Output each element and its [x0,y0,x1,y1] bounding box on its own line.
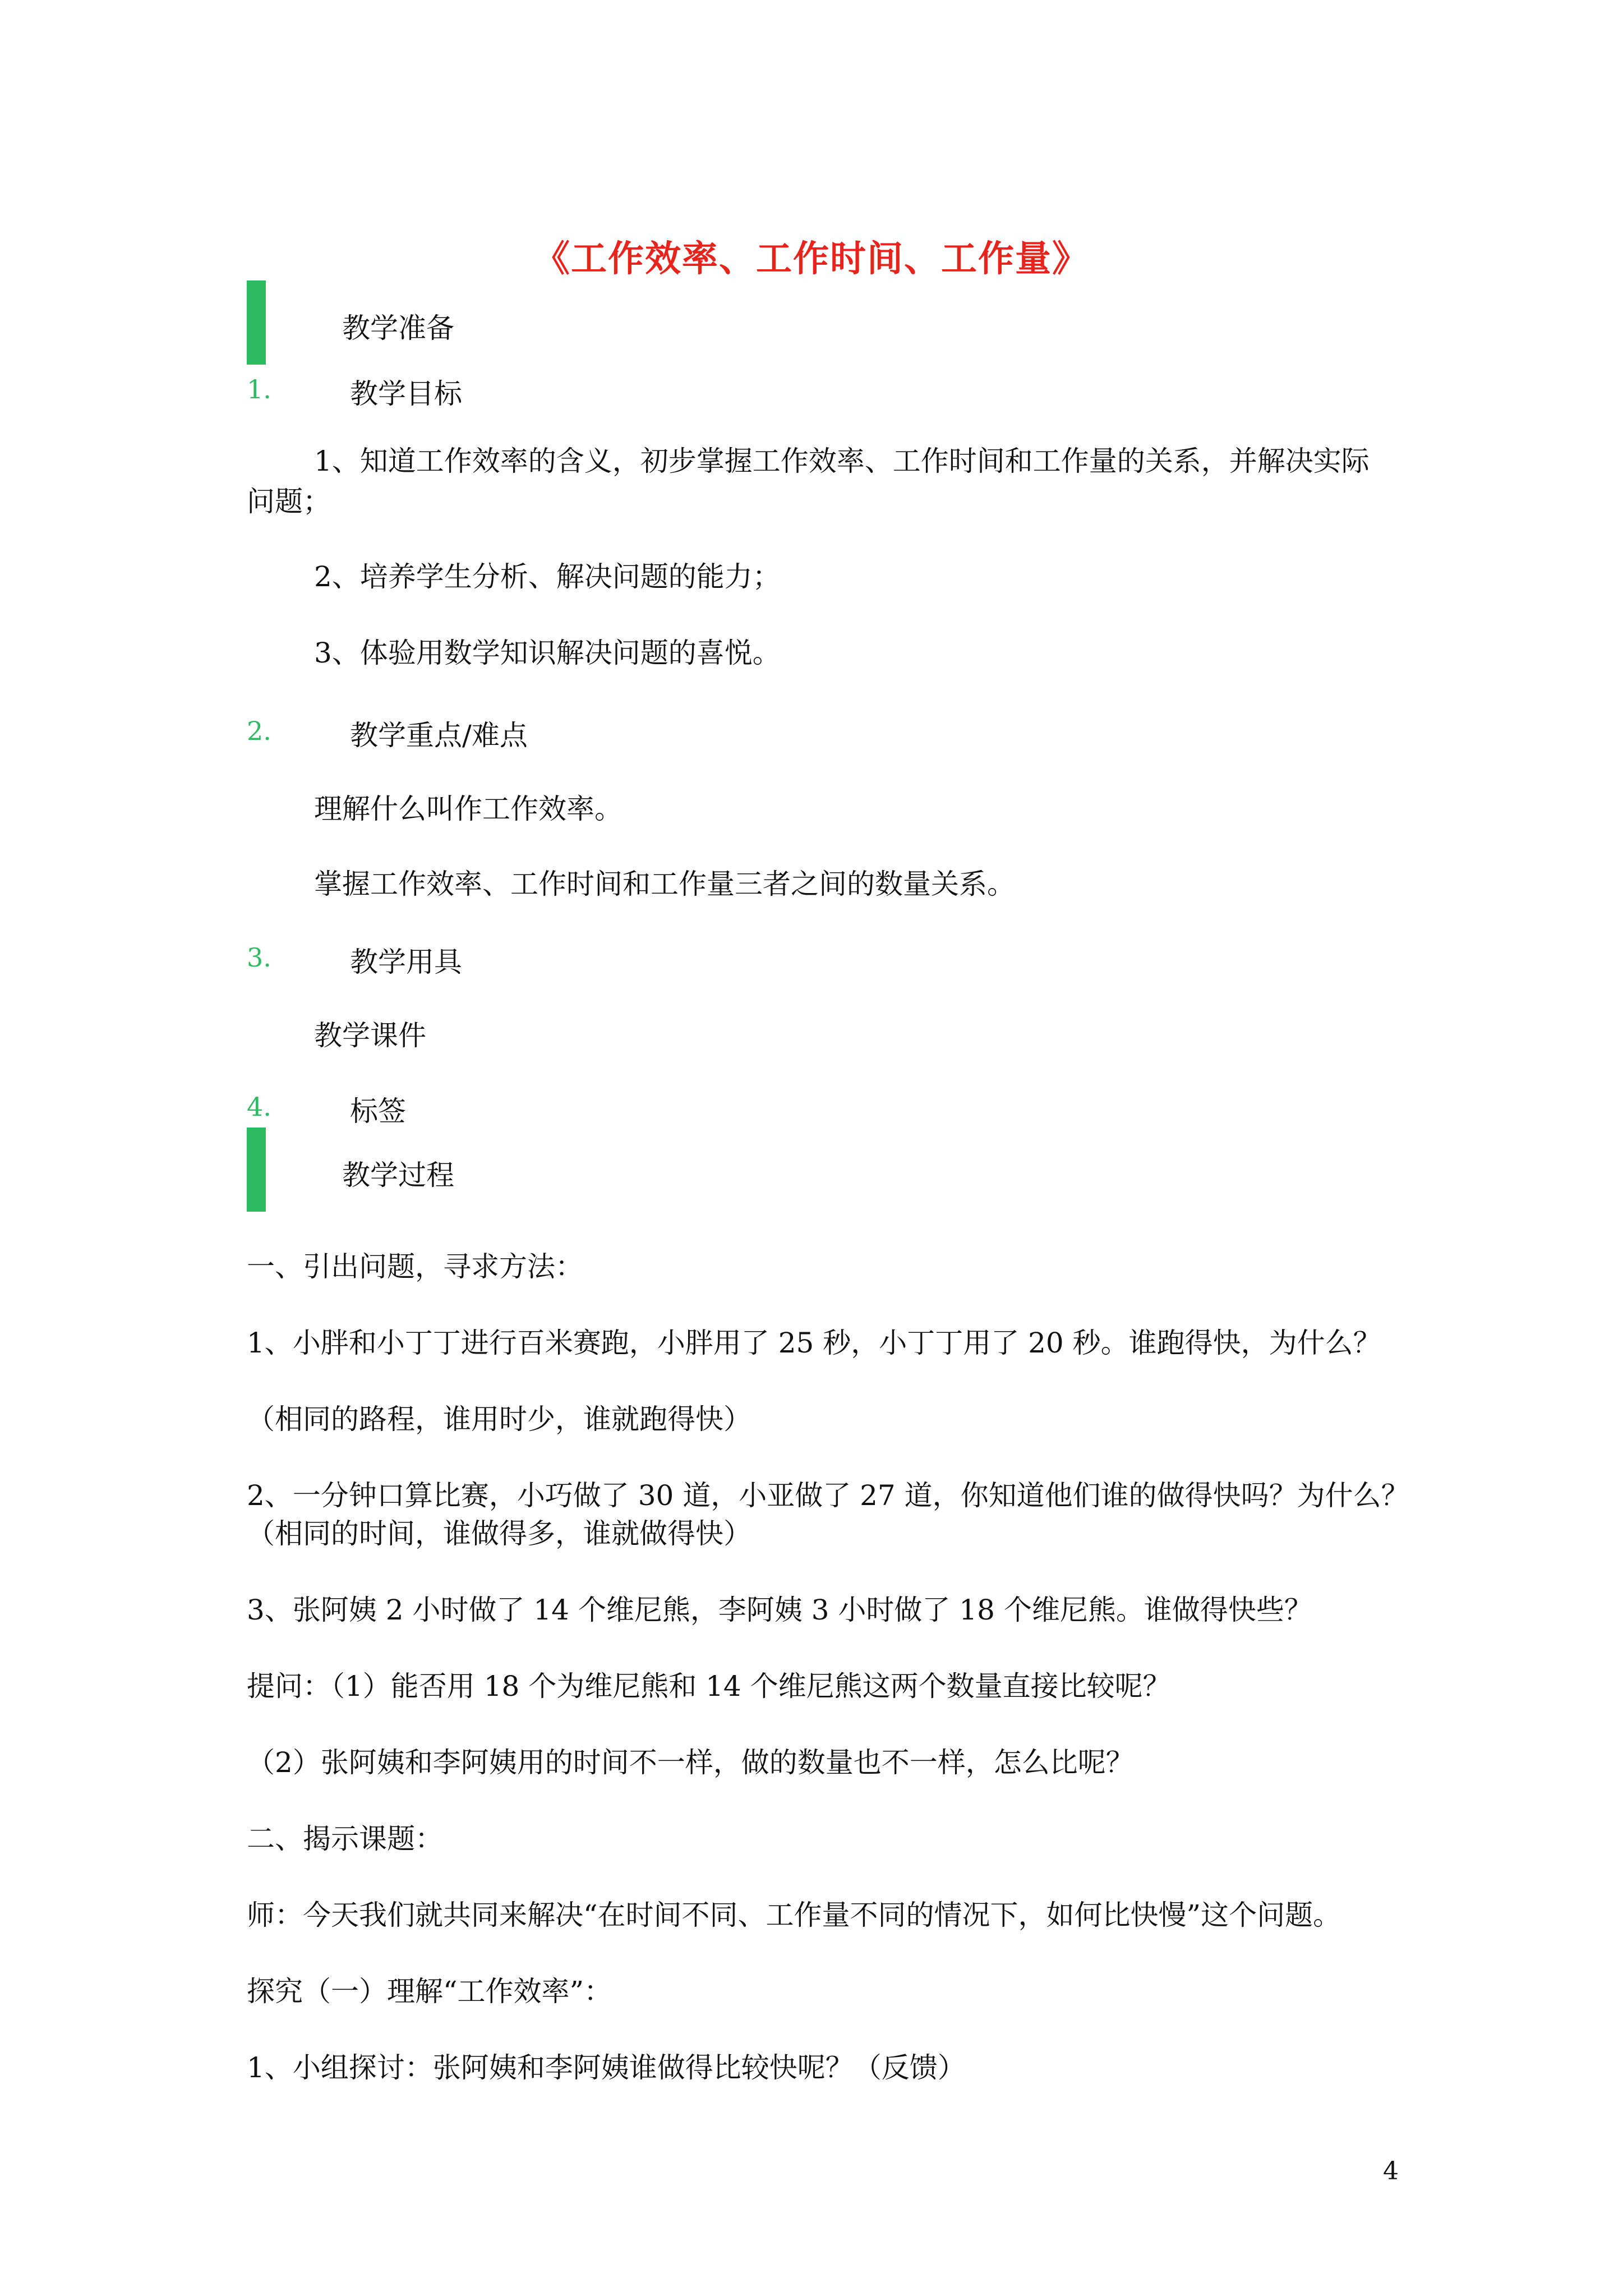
process-line-4: 2、一分钟口算比赛，小巧做了 30 道，小亚做了 27 道，你知道他们谁的做得快吗？为什么？ [247,1479,1409,1512]
section-bar-process [247,1128,266,1212]
process-line-8: （2）张阿姨和李阿姨用的时间不一样，做的数量也不一样，怎么比呢？ [247,1746,1134,1779]
objective-2: 2、培养学生分析、解决问题的能力； [314,560,781,593]
page-number: 4 [1383,2157,1399,2185]
process-line-2: 1、小胖和小丁丁进行百米赛跑，小胖用了 25 秒，小丁丁用了 20 秒。谁跑得快，为什么？ [247,1327,1381,1359]
key-point-1: 理解什么叫作工作效率。 [314,793,623,825]
process-line-12: 1、小组探讨：张阿姨和李阿姨谁做得比较快呢？（反馈） [247,2051,966,2084]
item-number-3: 3. [247,942,271,973]
section-heading-process: 教学过程 [342,1159,454,1191]
process-line-3: （相同的路程，谁用时少，谁就跑得快） [247,1403,751,1435]
process-line-11: 探究（一）理解“工作效率”： [247,1975,612,2008]
process-line-10: 师：今天我们就共同来解决“在时间不同、工作量不同的情况下，如何比快慢”这个问题。 [247,1899,1341,1931]
item-label-key-points: 教学重点/难点 [350,719,528,752]
section-heading-preparation: 教学准备 [342,312,454,344]
process-line-9: 二、揭示课题： [247,1823,443,1855]
tools-text: 教学课件 [314,1019,426,1052]
section-bar-preparation [247,280,266,365]
item-label-tags: 标签 [350,1095,406,1128]
document-title: 《工作效率、工作时间、工作量》 [534,238,1089,280]
item-number-2: 2. [247,716,271,746]
process-line-7: 提问：（1）能否用 18 个为维尼熊和 14 个维尼熊这两个数量直接比较呢？ [247,1670,1171,1703]
key-point-2: 掌握工作效率、工作时间和工作量三者之间的数量关系。 [314,868,1015,900]
item-label-tools: 教学用具 [350,946,462,978]
item-number-4: 4. [247,1092,271,1122]
process-line-5: （相同的时间，谁做得多，谁就做得快） [247,1517,751,1550]
item-label-objectives: 教学目标 [350,378,462,410]
objective-3: 3、体验用数学知识解决问题的喜悦。 [314,637,781,669]
process-line-1: 一、引出问题，寻求方法： [247,1250,583,1283]
objective-1: 1、知道工作效率的含义，初步掌握工作效率、工作时间和工作量的关系，并解决实际问题； [247,445,1370,518]
item-number-1: 1. [247,374,271,404]
process-line-6: 3、张阿姨 2 小时做了 14 个维尼熊，李阿姨 3 小时做了 18 个维尼熊。谁做得快些？ [247,1594,1312,1626]
